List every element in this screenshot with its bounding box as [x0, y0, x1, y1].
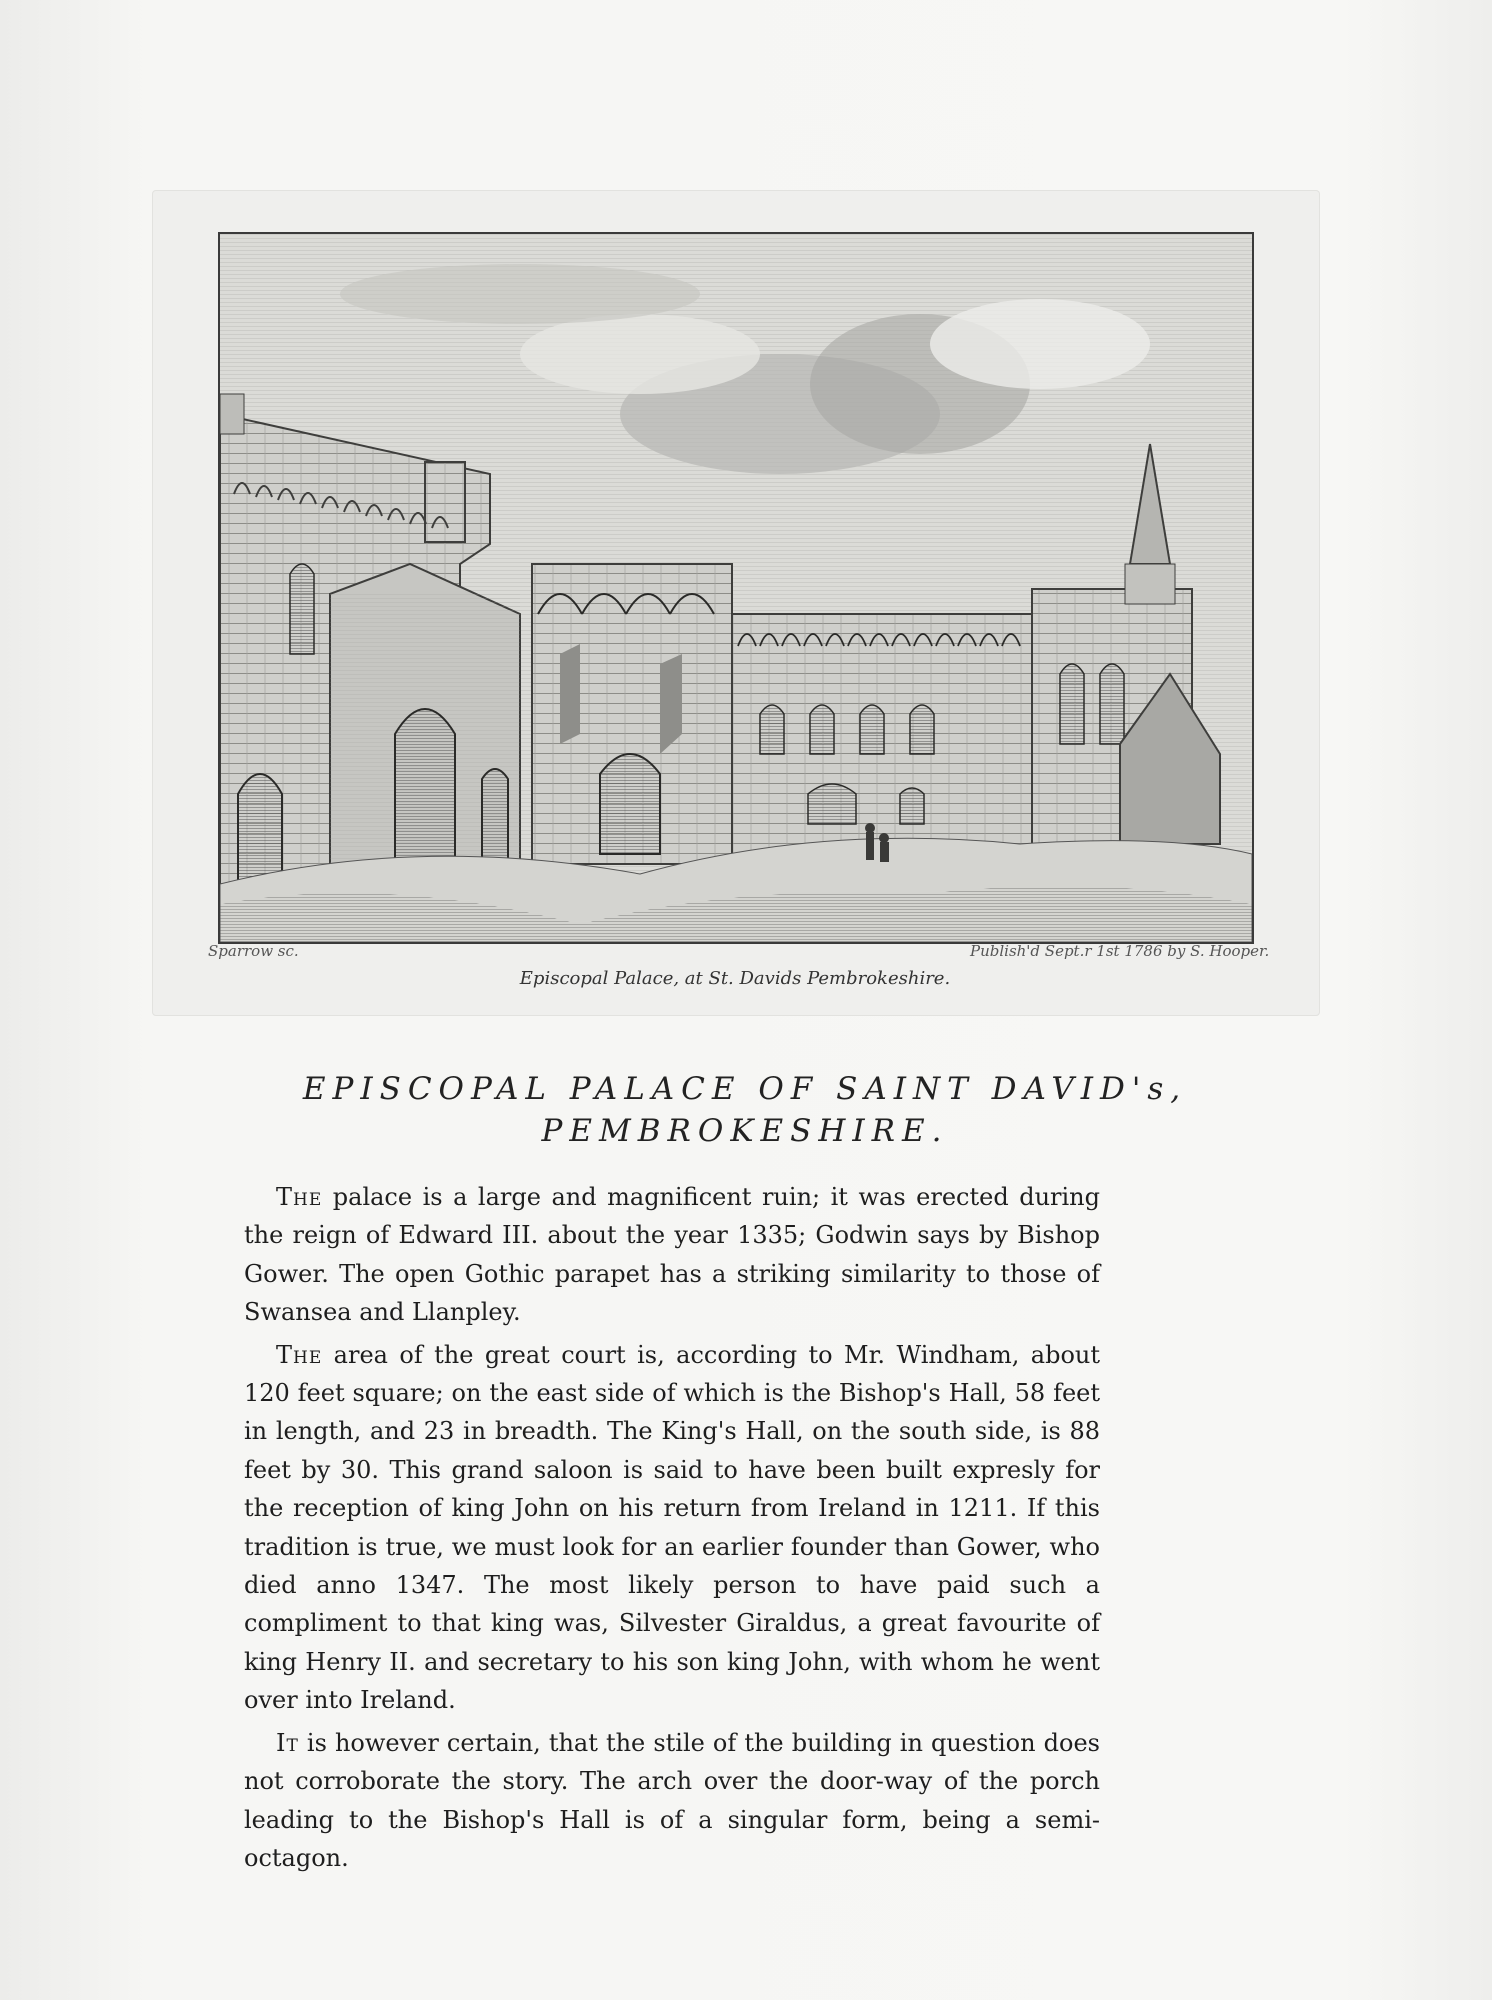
- publisher-credit: Publish'd Sept.r 1st 1786 by S. Hooper.: [970, 942, 1270, 960]
- title-line-1: EPISCOPAL PALACE OF SAINT DAVID's,: [302, 1071, 1188, 1107]
- engraver-credit: Sparrow sc.: [208, 942, 299, 960]
- paragraph-2: [244, 1336, 1100, 1720]
- paragraph-2-text: area of the great court is, according to Mr. Windham, about 120 feet square; on the east side of which is the Bishop's Hall, 58 feet in length, and 23 in breadth. The King's Hall, on the south side, is 88 feet by 30. This grand saloon is said to have been built expresly for the reception of king John on his return from Ireland in 1211. If this tradition is true, we must look for an earlier founder than Gower, who died anno 1347. The most likely person to have paid such a compliment to that king was, Silvester Giraldus, a great favourite of king Henry II. and secretary to his son king John, with whom he went over into Ireland.: [244, 1340, 1100, 1715]
- paragraph-3-text: is however certain, that the stile of the building in question does not corroborate the story. The arch over the door-way of the porch leading to the Bishop's Hall is of a singular form, being a semi-octagon.: [244, 1728, 1100, 1872]
- article-body: [244, 1178, 1100, 1881]
- palace-ruin-engraving: [220, 234, 1252, 942]
- paragraph-1-text: palace is a large and magnificent ruin; it was erected during the reign of Edward III. about the year 1335; Godwin says by Bishop Gower. The open Gothic parapet has a striking similarity to those of Swansea and Llanpley.: [244, 1183, 1100, 1327]
- paragraph-2-lead: The: [276, 1340, 323, 1369]
- paragraph-3: [244, 1724, 1100, 1878]
- plate-caption: Episcopal Palace, at St. Davids Pembrokeshire.: [519, 968, 951, 989]
- paragraph-1: [244, 1178, 1100, 1332]
- paragraph-1-lead: The: [276, 1183, 323, 1211]
- article-title: [150, 1068, 1340, 1152]
- title-line-2: PEMBROKESHIRE.: [541, 1113, 949, 1149]
- engraving-illustration: [218, 232, 1254, 944]
- paragraph-3-lead: It: [276, 1728, 299, 1757]
